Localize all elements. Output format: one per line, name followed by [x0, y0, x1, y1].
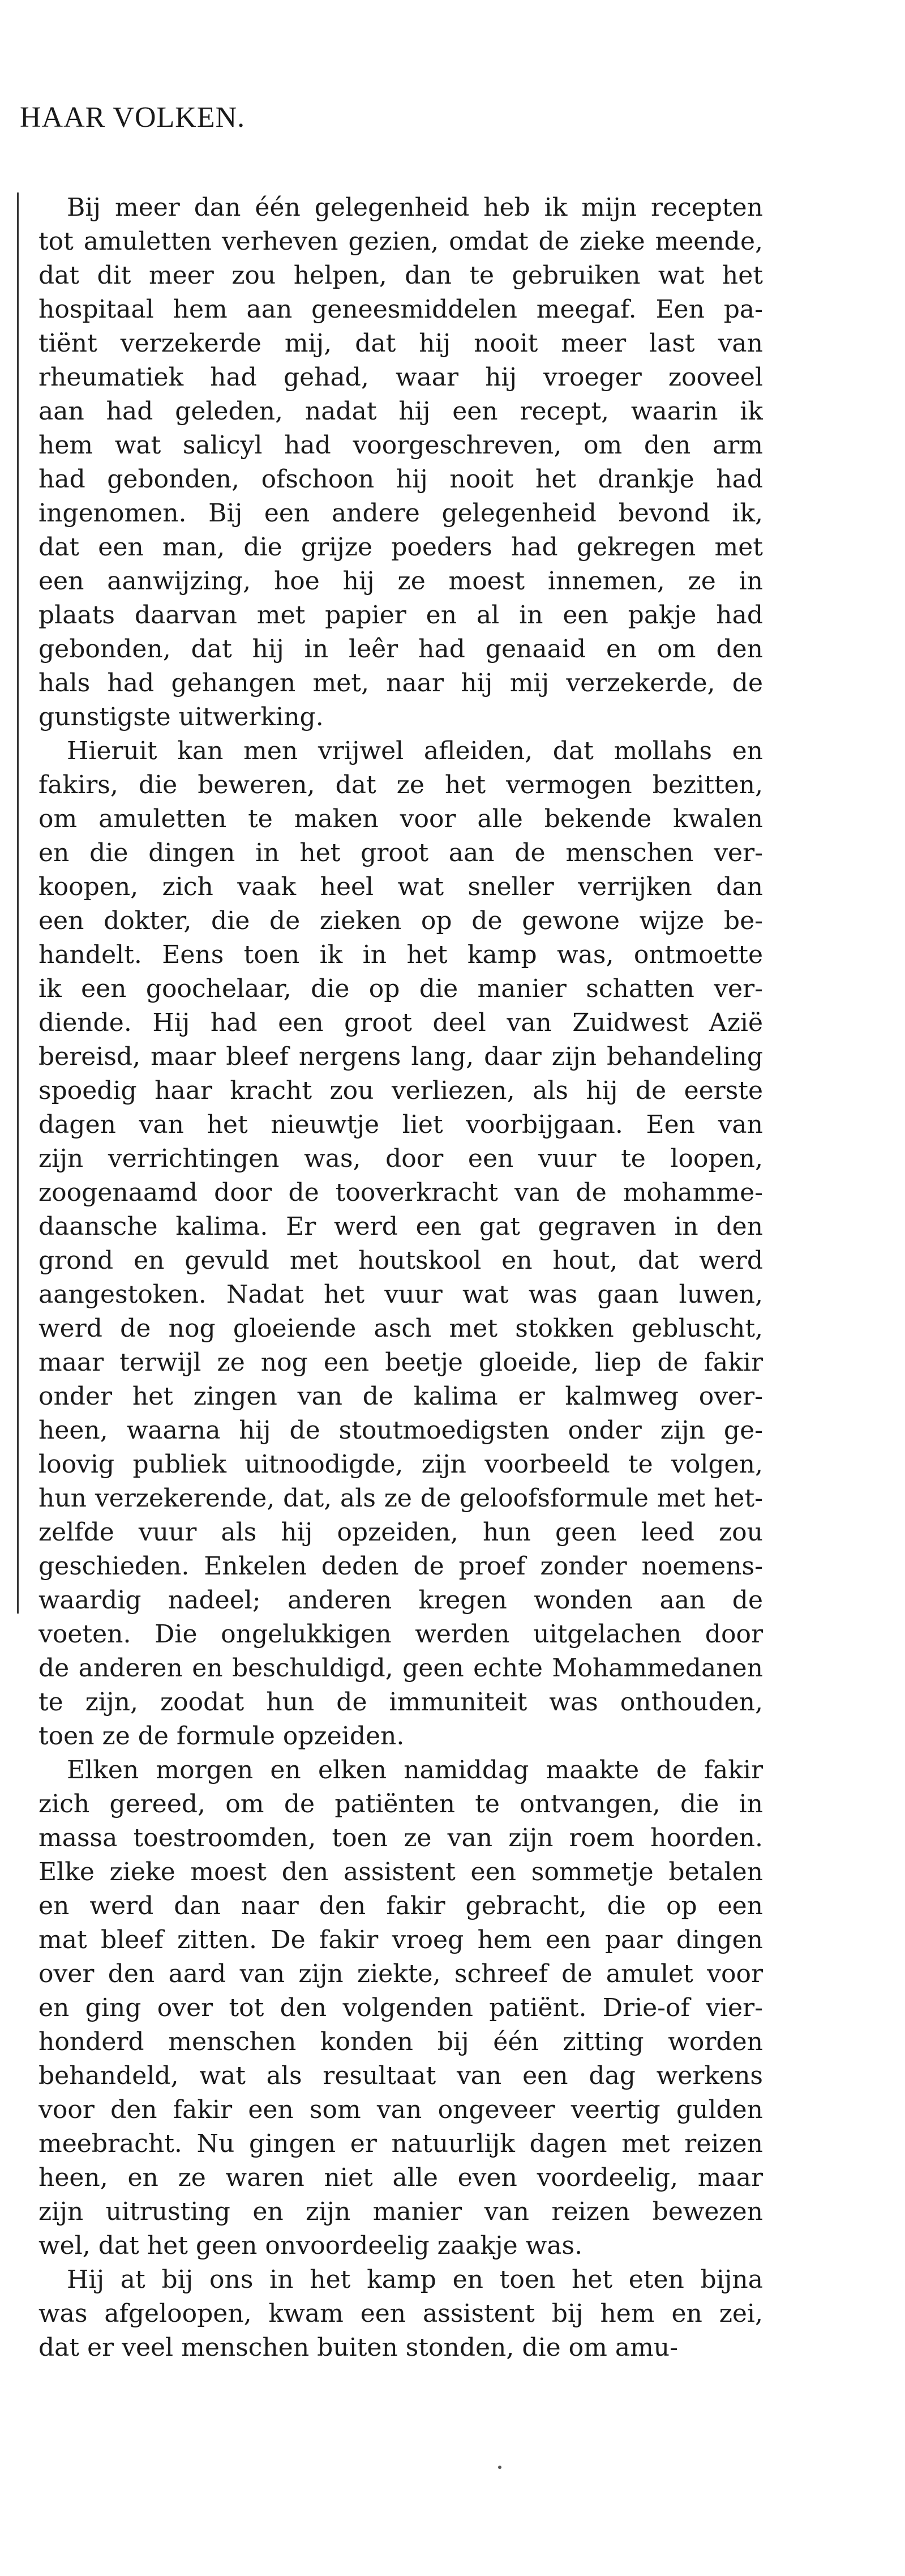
text-line: zoogenaamd door de tooverkracht van de mohamme-: [38, 1178, 763, 1207]
text-line: zijn verrichtingen was, door een vuur te loopen,: [38, 1144, 763, 1173]
text-line: om amuletten te maken voor alle bekende kwalen: [38, 805, 763, 833]
text-line: ik een goochelaar, die op die manier schatten ver-: [38, 974, 763, 1003]
paragraph: [38, 2263, 763, 2365]
text-line: handelt. Eens toen ik in het kamp was, ontmoette: [38, 940, 763, 969]
text-line: dat dit meer zou helpen, dan te gebruiken wat het: [38, 261, 763, 290]
text-line: spoedig haar kracht zou verliezen, als hij de eerste: [38, 1076, 763, 1105]
text-line: loovig publiek uitnoodigde, zijn voorbeeld te volgen,: [38, 1450, 763, 1479]
text-line: Hieruit kan men vrijwel afleiden, dat mollahs en: [67, 737, 763, 765]
text-line: diende. Hij had een groot deel van Zuidwest Azië: [38, 1008, 763, 1037]
text-line: dat een man, die grijze poeders had gekregen met: [38, 533, 763, 562]
text-line: te zijn, zoodat hun de immuniteit was onthouden,: [38, 1688, 763, 1717]
text-line: massa toestroomden, toen ze van zijn roem hoorden.: [38, 1824, 763, 1852]
text-line: hals had gehangen met, naar hij mij verzekerde, de: [38, 669, 763, 698]
text-line: onder het zingen van de kalima er kalmweg over-: [38, 1382, 763, 1411]
text-line: wel, dat het geen onvoordeelig zaakje was.: [38, 2231, 583, 2260]
text-line: en werd dan naar den fakir gebracht, die op een: [38, 1892, 763, 1920]
text-line: aangestoken. Nadat het vuur wat was gaan luwen,: [38, 1280, 763, 1309]
text-line: over den aard van zijn ziekte, schreef de amulet voor: [38, 1959, 763, 1988]
text-line: geschieden. Enkelen deden de proef zonder noemens-: [38, 1552, 763, 1581]
paragraph: [38, 734, 763, 1753]
print-speck: [498, 2466, 501, 2469]
text-line: voeten. Die ongelukkigen werden uitgelachen door: [38, 1620, 763, 1649]
text-line: heen, en ze waren niet alle even voordeelig, maar: [38, 2163, 763, 2192]
text-line: waardig nadeel; anderen kregen wonden aan de: [38, 1586, 763, 1615]
text-line: koopen, zich vaak heel wat sneller verrijken dan: [38, 872, 763, 901]
text-line: fakirs, die beweren, dat ze het vermogen bezitten,: [38, 771, 763, 799]
text-line: Elken morgen en elken namiddag maakte de fakir: [67, 1756, 763, 1785]
text-line: daansche kalima. Er werd een gat gegraven in den: [38, 1212, 763, 1241]
text-line: dat er veel menschen buiten stonden, die om amu-: [38, 2333, 678, 2362]
text-line: Hij at bij ons in het kamp en toen het eten bijna: [67, 2265, 763, 2294]
text-line: meebracht. Nu gingen er natuurlijk dagen met reizen: [38, 2129, 763, 2158]
text-line: heen, waarna hij de stoutmoedigsten onder zijn ge-: [38, 1416, 763, 1445]
text-line: behandeld, wat als resultaat van een dag werkens: [38, 2061, 763, 2090]
text-line: zijn uitrusting en zijn manier van reizen bewezen: [38, 2197, 763, 2226]
text-line: grond en gevuld met houtskool en hout, dat werd: [38, 1246, 763, 1275]
text-line: een dokter, die de zieken op de gewone wijze be-: [38, 906, 763, 935]
text-line: Bij meer dan één gelegenheid heb ik mijn recepten: [67, 193, 763, 222]
text-line: een aanwijzing, hoe hij ze moest innemen, ze in: [38, 567, 763, 596]
text-line: tot amuletten verheven gezien, omdat de zieke meende,: [38, 227, 763, 256]
text-line: had gebonden, ofschoon hij nooit het drankje had: [38, 465, 763, 494]
text-line: gebonden, dat hij in leêr had genaaid en om den: [38, 635, 763, 664]
running-head: HAAR VOLKEN.: [20, 101, 246, 134]
text-line: hospitaal hem aan geneesmiddelen meegaf. Een pa-: [38, 295, 763, 324]
text-line: toen ze de formule opzeiden.: [38, 1722, 405, 1751]
paragraph: [38, 191, 763, 734]
margin-rule: [17, 192, 19, 1614]
text-line: ingenomen. Bij een andere gelegenheid bevond ik,: [38, 499, 763, 528]
text-line: honderd menschen konden bij één zitting worden: [38, 2027, 763, 2056]
text-line: zich gereed, om de patiënten te ontvangen, die in: [38, 1790, 763, 1818]
paragraph: [38, 1753, 763, 2263]
text-line: en die dingen in het groot aan de menschen ver-: [38, 838, 763, 867]
text-line: zelfde vuur als hij opzeiden, hun geen leed zou: [38, 1518, 763, 1547]
text-line: bereisd, maar bleef nergens lang, daar zijn behandeling: [38, 1042, 763, 1071]
text-line: tiënt verzekerde mij, dat hij nooit meer last van: [38, 329, 763, 358]
text-line: was afgeloopen, kwam een assistent bij hem en zei,: [38, 2299, 763, 2328]
text-line: hem wat salicyl had voorgeschreven, om den arm: [38, 431, 763, 460]
text-line: maar terwijl ze nog een beetje gloeide, liep de fakir: [38, 1348, 763, 1377]
text-line: aan had geleden, nadat hij een recept, waarin ik: [38, 397, 763, 426]
text-line: dagen van het nieuwtje liet voorbijgaan. Een van: [38, 1110, 763, 1139]
text-line: mat bleef zitten. De fakir vroeg hem een paar dingen: [38, 1925, 763, 1954]
text-line: gunstigste uitwerking.: [38, 703, 324, 731]
text-line: plaats daarvan met papier en al in een pakje had: [38, 601, 763, 630]
text-line: Elke zieke moest den assistent een sommetje betalen: [38, 1858, 763, 1886]
text-line: hun verzekerende, dat, als ze de geloofsformule met het-: [38, 1484, 763, 1513]
text-line: rheumatiek had gehad, waar hij vroeger zooveel: [38, 363, 763, 392]
text-line: werd de nog gloeiende asch met stokken gebluscht,: [38, 1314, 763, 1343]
body-text: [38, 191, 763, 2365]
text-line: voor den fakir een som van ongeveer veertig gulden: [38, 2095, 763, 2124]
text-line: de anderen en beschuldigd, geen echte Mohammedanen: [38, 1654, 763, 1683]
text-line: en ging over tot den volgenden patiënt. Drie-of vier-: [38, 1993, 763, 2022]
